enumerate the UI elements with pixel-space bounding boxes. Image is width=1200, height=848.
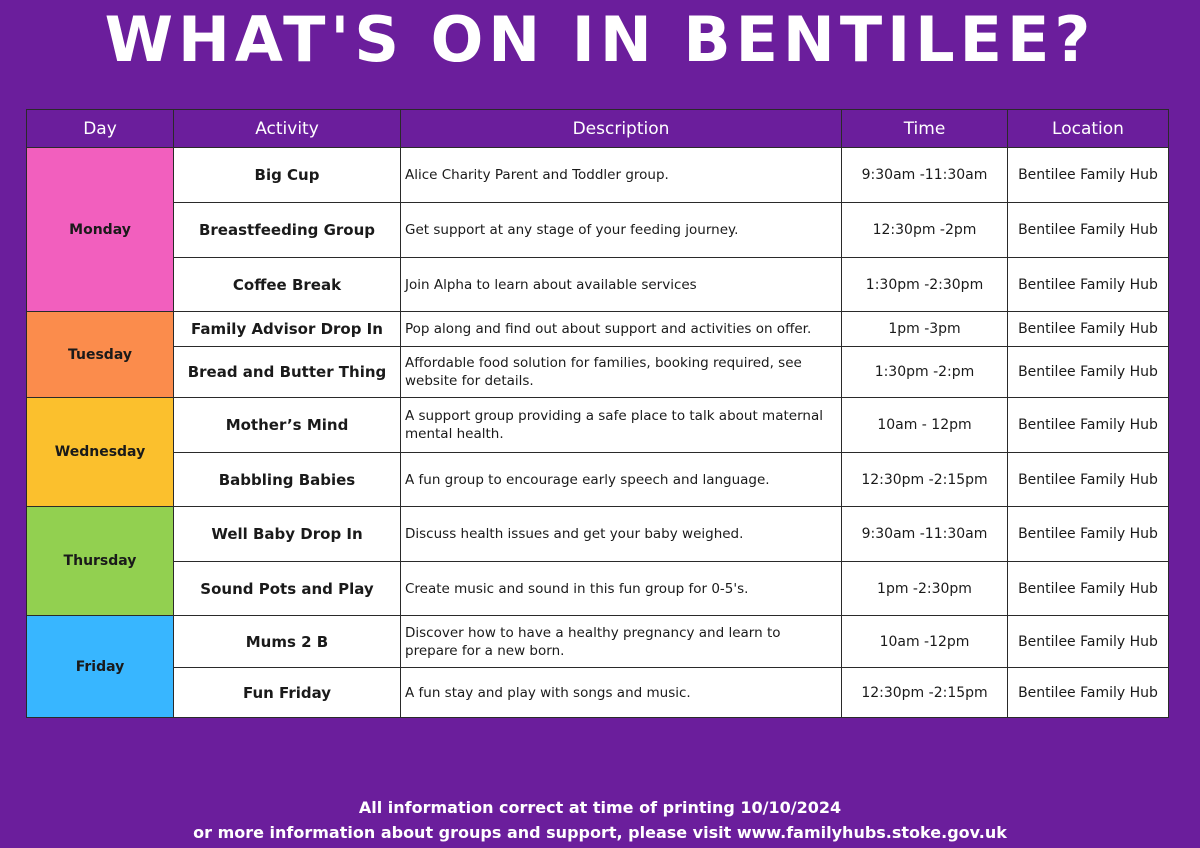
day-cell-wednesday: Wednesday [27, 398, 174, 507]
activity-cell: Breastfeeding Group [174, 203, 401, 258]
footer-accuracy-note: All information correct at time of printing 10/10/2024 [358, 798, 842, 817]
description-cell: Pop along and find out about support and activities on offer. [401, 312, 842, 347]
description-cell: Affordable food solution for families, booking required, see website for details. [401, 347, 842, 398]
time-cell: 1:30pm -2:pm [842, 347, 1008, 398]
activity-cell: Babbling Babies [174, 453, 401, 507]
location-cell: Bentilee Family Hub [1008, 258, 1169, 312]
activity-cell: Coffee Break [174, 258, 401, 312]
day-cell-monday: Monday [27, 148, 174, 312]
location-cell: Bentilee Family Hub [1008, 668, 1169, 718]
location-cell: Bentilee Family Hub [1008, 453, 1169, 507]
location-cell: Bentilee Family Hub [1008, 507, 1169, 562]
header-time: Time [842, 110, 1008, 148]
header-description: Description [401, 110, 842, 148]
description-cell: Join Alpha to learn about available services [401, 258, 842, 312]
footer-website-note: or more information about groups and support, please visit www.familyhubs.stoke.gov.uk [193, 823, 1007, 842]
time-cell: 12:30pm -2pm [842, 203, 1008, 258]
day-cell-thursday: Thursday [27, 507, 174, 616]
description-cell: A fun group to encourage early speech and language. [401, 453, 842, 507]
activity-cell: Sound Pots and Play [174, 562, 401, 616]
time-cell: 1:30pm -2:30pm [842, 258, 1008, 312]
location-cell: Bentilee Family Hub [1008, 203, 1169, 258]
time-cell: 10am -12pm [842, 616, 1008, 668]
schedule-table [26, 109, 1169, 718]
description-cell: Create music and sound in this fun group for 0-5's. [401, 562, 842, 616]
activity-cell: Fun Friday [174, 668, 401, 718]
time-cell: 1pm -3pm [842, 312, 1008, 347]
header-day: Day [27, 110, 174, 148]
day-cell-friday: Friday [27, 616, 174, 718]
time-cell: 9:30am -11:30am [842, 148, 1008, 203]
time-cell: 12:30pm -2:15pm [842, 453, 1008, 507]
table-row [27, 616, 1169, 668]
description-cell: A support group providing a safe place to talk about maternal mental health. [401, 398, 842, 453]
table-row [27, 562, 1169, 616]
table-row [27, 507, 1169, 562]
activity-cell: Mother’s Mind [174, 398, 401, 453]
description-cell: Alice Charity Parent and Toddler group. [401, 148, 842, 203]
table-row [27, 312, 1169, 347]
activity-cell: Mums 2 B [174, 616, 401, 668]
header-location: Location [1008, 110, 1169, 148]
description-cell: Discuss health issues and get your baby weighed. [401, 507, 842, 562]
activity-cell: Well Baby Drop In [174, 507, 401, 562]
page-title: WHAT'S ON IN BENTILEE? [104, 3, 1096, 76]
table-row [27, 347, 1169, 398]
table-header-row [27, 110, 1169, 148]
table-row [27, 398, 1169, 453]
table-row [27, 453, 1169, 507]
time-cell: 9:30am -11:30am [842, 507, 1008, 562]
day-cell-tuesday: Tuesday [27, 312, 174, 398]
location-cell: Bentilee Family Hub [1008, 347, 1169, 398]
table-row [27, 148, 1169, 203]
time-cell: 10am - 12pm [842, 398, 1008, 453]
activity-cell: Bread and Butter Thing [174, 347, 401, 398]
activity-cell: Big Cup [174, 148, 401, 203]
location-cell: Bentilee Family Hub [1008, 398, 1169, 453]
activity-cell: Family Advisor Drop In [174, 312, 401, 347]
time-cell: 1pm -2:30pm [842, 562, 1008, 616]
location-cell: Bentilee Family Hub [1008, 562, 1169, 616]
time-cell: 12:30pm -2:15pm [842, 668, 1008, 718]
location-cell: Bentilee Family Hub [1008, 312, 1169, 347]
location-cell: Bentilee Family Hub [1008, 616, 1169, 668]
location-cell: Bentilee Family Hub [1008, 148, 1169, 203]
table-row [27, 203, 1169, 258]
table-row [27, 258, 1169, 312]
header-activity: Activity [174, 110, 401, 148]
description-cell: Discover how to have a healthy pregnancy and learn to prepare for a new born. [401, 616, 842, 668]
description-cell: Get support at any stage of your feeding journey. [401, 203, 842, 258]
description-cell: A fun stay and play with songs and music. [401, 668, 842, 718]
footer [0, 795, 1200, 845]
table-row [27, 668, 1169, 718]
